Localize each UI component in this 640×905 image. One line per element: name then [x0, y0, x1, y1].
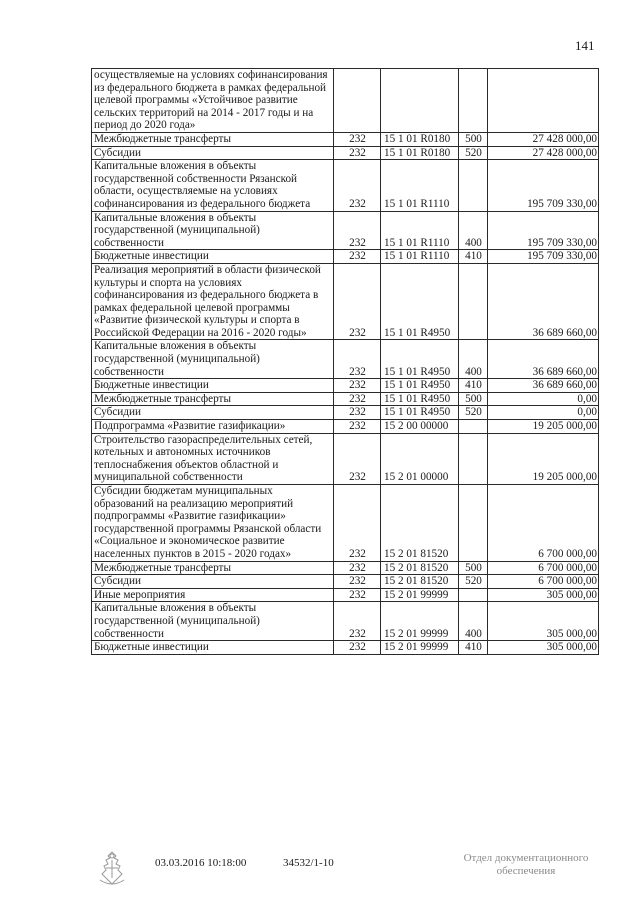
table-row [92, 575, 599, 589]
cell-csr: 15 1 01 R1110 [381, 160, 459, 211]
cell-csr: 15 2 01 00000 [381, 433, 459, 484]
table-row [92, 340, 599, 379]
table-row [92, 406, 599, 420]
cell-sum: 36 689 660,00 [488, 263, 599, 340]
cell-ved: 232 [334, 211, 381, 250]
cell-csr: 15 1 01 R1110 [381, 211, 459, 250]
cell-vr: 410 [459, 379, 488, 393]
cell-ved: 232 [334, 420, 381, 434]
footer-date: 03.03.2016 10:18:00 [155, 857, 247, 869]
cell-sum: 195 709 330,00 [488, 250, 599, 264]
footer-document-code: 34532/1-10 [283, 857, 334, 869]
cell-csr: 15 2 01 99999 [381, 588, 459, 602]
cell-ved [334, 69, 381, 133]
cell-vr [459, 588, 488, 602]
cell-ved: 232 [334, 433, 381, 484]
cell-ved: 232 [334, 160, 381, 211]
cell-sum: 6 700 000,00 [488, 485, 599, 562]
cell-vr: 400 [459, 211, 488, 250]
cell-name: Бюджетные инвестиции [92, 250, 334, 264]
cell-csr: 15 1 01 R4950 [381, 392, 459, 406]
cell-name: Иные мероприятия [92, 588, 334, 602]
cell-vr [459, 485, 488, 562]
cell-csr: 15 1 01 R1110 [381, 250, 459, 264]
cell-vr: 520 [459, 146, 488, 160]
cell-ved: 232 [334, 602, 381, 641]
cell-csr: 15 2 01 81520 [381, 561, 459, 575]
cell-ved: 232 [334, 340, 381, 379]
cell-name: Капитальные вложения в объекты государственной собственности Рязанской области, осуществляемые на условиях софинансирования из федерального бюджета [92, 160, 334, 211]
cell-sum: 0,00 [488, 392, 599, 406]
cell-ved: 232 [334, 485, 381, 562]
cell-name: Бюджетные инвестиции [92, 641, 334, 655]
cell-vr: 520 [459, 406, 488, 420]
cell-ved: 232 [334, 250, 381, 264]
cell-vr [459, 420, 488, 434]
footer-department-line-2: обеспечения [496, 865, 556, 877]
cell-csr: 15 1 01 R4950 [381, 340, 459, 379]
cell-name: Субсидии бюджетам муниципальных образований на реализацию мероприятий подпрограммы «Развитие газификации» государственной программы Рязанской области «Социальное и экономическое развитие населенных пунктов в 2015 - 2020 годах» [92, 485, 334, 562]
table-row [92, 392, 599, 406]
cell-sum: 19 205 000,00 [488, 420, 599, 434]
cell-name: Межбюджетные трансферты [92, 132, 334, 146]
cell-csr: 15 1 01 R0180 [381, 146, 459, 160]
cell-sum: 6 700 000,00 [488, 561, 599, 575]
cell-csr: 15 1 01 R4950 [381, 263, 459, 340]
cell-csr: 15 2 00 00000 [381, 420, 459, 434]
cell-csr: 15 2 01 81520 [381, 485, 459, 562]
cell-ved: 232 [334, 392, 381, 406]
cell-name: Реализация мероприятий в области физической культуры и спорта на условиях софинансирования из федерального бюджета в рамках федеральной целевой программы «Развитие физической культуры и спорта в Российской Федерации на 2016 - 2020 годы» [92, 263, 334, 340]
cell-ved: 232 [334, 561, 381, 575]
cell-sum [488, 69, 599, 133]
cell-ved: 232 [334, 146, 381, 160]
table-row [92, 132, 599, 146]
table-row [92, 263, 599, 340]
cell-name: Капитальные вложения в объекты государственной (муниципальной) собственности [92, 340, 334, 379]
cell-ved: 232 [334, 641, 381, 655]
cell-sum: 36 689 660,00 [488, 379, 599, 393]
cell-vr: 500 [459, 132, 488, 146]
cell-name: Капитальные вложения в объекты государственной (муниципальной) собственности [92, 211, 334, 250]
cell-sum: 305 000,00 [488, 602, 599, 641]
cell-vr [459, 263, 488, 340]
cell-sum: 36 689 660,00 [488, 340, 599, 379]
cell-vr [459, 433, 488, 484]
cell-name: Субсидии [92, 146, 334, 160]
cell-sum: 195 709 330,00 [488, 211, 599, 250]
cell-vr: 500 [459, 561, 488, 575]
table-row [92, 641, 599, 655]
cell-sum: 6 700 000,00 [488, 575, 599, 589]
table-row [92, 146, 599, 160]
cell-sum: 19 205 000,00 [488, 433, 599, 484]
cell-ved: 232 [334, 379, 381, 393]
cell-name: Бюджетные инвестиции [92, 379, 334, 393]
cell-sum: 27 428 000,00 [488, 146, 599, 160]
budget-table [91, 68, 599, 655]
table-row [92, 602, 599, 641]
cell-vr: 500 [459, 392, 488, 406]
budget-table-body [92, 69, 599, 655]
footer-department-line-1: Отдел документационного [463, 852, 589, 864]
cell-vr: 400 [459, 340, 488, 379]
table-row [92, 588, 599, 602]
table-row [92, 561, 599, 575]
page-number: 141 [575, 38, 595, 53]
cell-csr: 15 2 01 99999 [381, 602, 459, 641]
cell-ved: 232 [334, 263, 381, 340]
footer-department-stamp [446, 852, 606, 878]
cell-name: Субсидии [92, 575, 334, 589]
cell-name: Субсидии [92, 406, 334, 420]
table-row [92, 433, 599, 484]
cell-sum: 305 000,00 [488, 641, 599, 655]
cell-sum: 0,00 [488, 406, 599, 420]
cell-sum: 27 428 000,00 [488, 132, 599, 146]
cell-vr: 520 [459, 575, 488, 589]
table-row [92, 160, 599, 211]
table-row [92, 69, 599, 133]
cell-name: Строительство газораспределительных сетей, котельных и автономных источников теплоснабжения объектов областной и муниципальной собственности [92, 433, 334, 484]
cell-name: Межбюджетные трансферты [92, 561, 334, 575]
cell-vr [459, 69, 488, 133]
cell-ved: 232 [334, 132, 381, 146]
cell-ved: 232 [334, 406, 381, 420]
table-row [92, 485, 599, 562]
table-row [92, 250, 599, 264]
cell-vr: 410 [459, 641, 488, 655]
cell-csr: 15 1 01 R0180 [381, 132, 459, 146]
table-row [92, 420, 599, 434]
cell-ved: 232 [334, 575, 381, 589]
coat-of-arms-stamp-icon [92, 848, 132, 888]
cell-sum: 195 709 330,00 [488, 160, 599, 211]
cell-csr: 15 1 01 R4950 [381, 379, 459, 393]
cell-ved: 232 [334, 588, 381, 602]
table-row [92, 379, 599, 393]
cell-vr [459, 160, 488, 211]
cell-name: Капитальные вложения в объекты государственной (муниципальной) собственности [92, 602, 334, 641]
cell-vr: 400 [459, 602, 488, 641]
cell-name: Межбюджетные трансферты [92, 392, 334, 406]
cell-vr: 410 [459, 250, 488, 264]
cell-csr: 15 2 01 99999 [381, 641, 459, 655]
cell-csr: 15 1 01 R4950 [381, 406, 459, 420]
cell-csr: 15 2 01 81520 [381, 575, 459, 589]
cell-name: осуществляемые на условиях софинансирования из федерального бюджета в рамках федеральной целевой программы «Устойчивое развитие сельских территорий на 2014 - 2017 годы и на период до 2020 года» [92, 69, 334, 133]
cell-name: Подпрограмма «Развитие газификации» [92, 420, 334, 434]
cell-csr [381, 69, 459, 133]
table-row [92, 211, 599, 250]
cell-sum: 305 000,00 [488, 588, 599, 602]
